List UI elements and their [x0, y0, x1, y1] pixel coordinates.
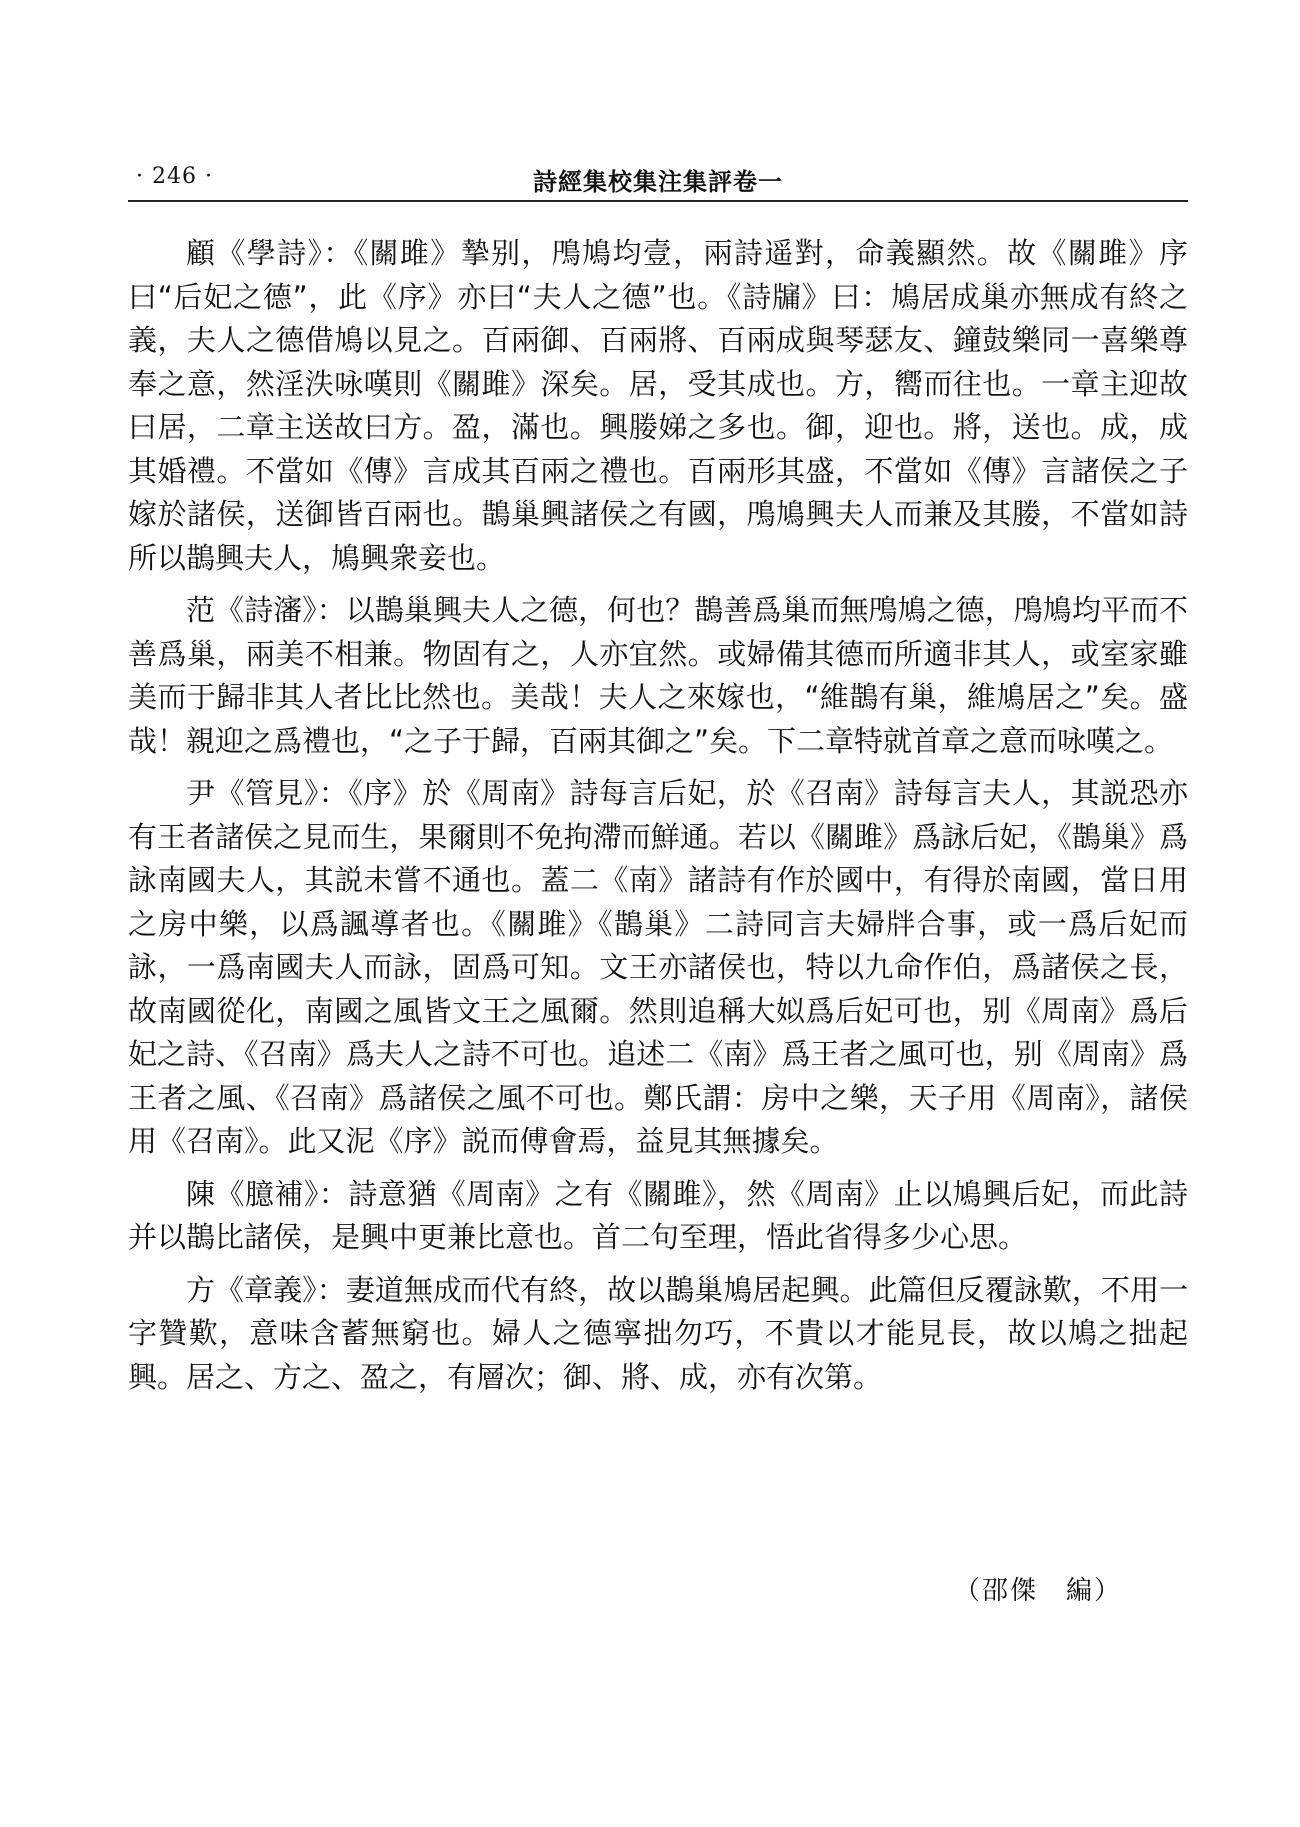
- commentary-paragraph-chen: 陳《臆補》：詩意猶《周南》之有《關雎》，然《周南》止以鳩興后妃，而此詩并以鵲比諸侯，是興中更兼比意也。首二句至理，悟此省得多少心思。: [128, 1176, 1188, 1254]
- page-number: · 246 ·: [136, 164, 213, 189]
- header-rule: [128, 200, 1188, 202]
- running-title: 詩經集校集注集評卷一: [533, 168, 783, 196]
- editor-credit: （邵傑 編）: [953, 1576, 1122, 1606]
- commentary-paragraph-fang: 方《章義》：妻道無成而代有終，故以鵲巢鳩居起興。此篇但反覆詠歎，不用一字贊歎，意味含蓄無窮也。婦人之德寧拙勿巧，不貴以才能見長，故以鳩之拙起興。居之、方之、盈之，有層次；御、將、成，亦有次第。: [128, 1272, 1188, 1394]
- commentary-paragraph-gu: 顧《學詩》：《關雎》摯别，鳲鳩均壹，兩詩遥對，命義顯然。故《關雎》序曰“后妃之德”，此《序》亦曰“夫人之德”也。《詩牖》曰：鳩居成巢亦無成有終之義，夫人之德借鳩以見之。百兩御、百兩將、百兩成與琴瑟友、鐘鼓樂同一喜樂尊奉之意，然淫泆咏嘆則《關雎》深矣。居，受其成也。方，嚮而往也。一章主迎故曰居，二章主送故曰方。盈，滿也。興媵娣之多也。御，迎也。將，送也。成，成其婚禮。不當如《傳》言成其百兩之禮也。百兩形其盛，不當如《傳》言諸侯之子嫁於諸侯，送御皆百兩也。鵲巢興諸侯之有國，鳲鳩興夫人而兼及其媵，不當如詩所以鵲興夫人，鳩興衆妾也。: [128, 236, 1188, 575]
- commentary-paragraph-yin: 尹《管見》：《序》於《周南》詩每言后妃，於《召南》詩每言夫人，其説恐亦有王者諸侯之見而生，果爾則不免拘滯而鮮通。若以《關雎》爲詠后妃，《鵲巢》爲詠南國夫人，其説未嘗不通也。蓋二《南》諸詩有作於國中，有得於南國，當日用之房中樂，以爲諷導者也。《關雎》《鵲巢》二詩同言夫婦牉合事，或一爲后妃而詠，一爲南國夫人而詠，固爲可知。文王亦諸侯也，特以九命作伯，爲諸侯之長，故南國從化，南國之風皆文王之風爾。然則追稱大姒爲后妃可也，别《周南》爲后妃之詩、《召南》爲夫人之詩不可也。追述二《南》爲王者之風可也，别《周南》爲王者之風、《召南》爲諸侯之風不可也。鄭氏謂：房中之樂，天子用《周南》，諸侯用《召南》。此又泥《序》説而傅會焉，益見其無據矣。: [128, 776, 1188, 1158]
- page-header: [128, 160, 1188, 200]
- body-text: [128, 232, 1188, 1408]
- commentary-paragraph-fan: 范《詩瀋》：以鵲巢興夫人之德，何也？鵲善爲巢而無鳲鳩之德，鳲鳩均平而不善爲巢，兩美不相兼。物固有之，人亦宜然。或婦備其德而所適非其人，或室家雖美而于歸非其人者比比然也。美哉！夫人之來嫁也，“維鵲有巢，維鳩居之”矣。盛哉！親迎之爲禮也，“之子于歸，百兩其御之”矣。下二章特就首章之意而咏嘆之。: [128, 593, 1188, 758]
